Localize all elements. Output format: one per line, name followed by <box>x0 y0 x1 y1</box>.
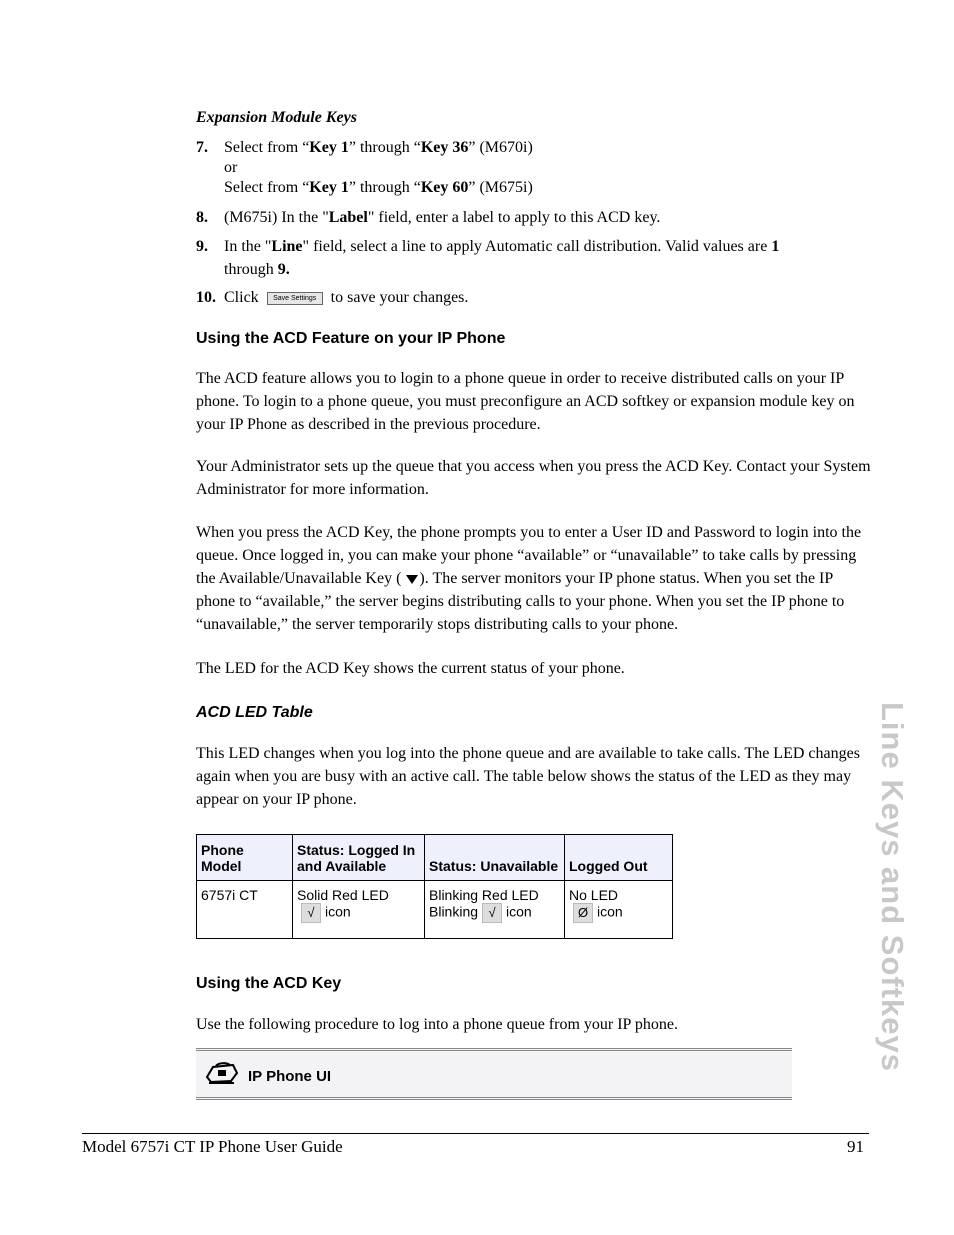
paragraph: This LED changes when you log into the phone queue and are available to take calls. The LED changes again when you are busy with an active call. The table below shows the status of the LED as they may appear on your IP phone. <box>196 745 860 808</box>
table-row <box>197 881 673 939</box>
led-off-icon: Ø <box>573 903 593 923</box>
paragraph: The ACD feature allows you to login to a phone queue in order to receive distributed calls on your IP phone. To login to a phone queue, you must preconfigure an ACD softkey or expansion module key on your IP Phone as described in the previous procedure. <box>196 370 855 433</box>
step-text <box>224 235 854 281</box>
step-number: 8. <box>196 209 208 226</box>
text: Select from “ <box>224 139 310 156</box>
text: Blinking <box>429 903 479 920</box>
text: (M675i) In the " <box>224 209 329 226</box>
text: In the " <box>224 238 272 255</box>
text-bold: Key 1 <box>309 179 349 196</box>
text: ” (M675i) <box>468 179 533 196</box>
table-cell-unavailable <box>425 881 565 939</box>
down-triangle-icon <box>405 573 419 585</box>
page-number: 91 <box>847 1137 864 1156</box>
text: icon <box>325 903 351 920</box>
side-tab-svg <box>870 700 910 1110</box>
text: ). The server monitors your IP phone status. When you set the IP phone to “available,” the server begins distributing calls to your phone. When you set the IP phone to “unavailable,” the server temporarily stops distributing calls to your phone. <box>196 570 845 633</box>
step-number: 10. <box>196 289 216 306</box>
text-bold: 9. <box>277 261 290 278</box>
table-cell-model: 6757i CT <box>197 881 293 939</box>
text: ” through “ <box>348 179 421 196</box>
table-header-cell: Logged Out <box>565 835 673 881</box>
heading-using-acd-key: Using the ACD Key <box>196 975 342 992</box>
text: " field, select a line to apply Automatic call distribution. Valid values are <box>302 238 772 255</box>
table-header-cell: Status: Logged In and Available <box>293 835 425 881</box>
step-number: 7. <box>196 139 208 156</box>
text-bold: Label <box>328 209 368 226</box>
paragraph: Use the following procedure to log into a phone queue from your IP phone. <box>196 1016 678 1033</box>
text: When you press the ACD Key, the phone prompts you to enter a User ID and Password to login into the queue. Once logged in, you can make your phone “available” or “unavailable” to take calls by pressing the Available/Unavailable Key ( <box>196 524 862 587</box>
text-bold: Key 1 <box>309 139 349 156</box>
text: Solid Red LED <box>297 887 389 903</box>
section-title: Expansion Module Keys <box>196 109 357 126</box>
text: icon <box>597 903 623 920</box>
paragraph: The LED for the ACD Key shows the current status of your phone. <box>196 660 625 677</box>
text: to save your changes. <box>330 289 469 306</box>
footer-divider <box>82 1133 869 1134</box>
led-blinking-icon: √ <box>482 903 502 923</box>
step-text-alt <box>224 176 864 199</box>
heading-acd-led-table: ACD LED Table <box>196 704 313 721</box>
text-bold: Line <box>271 238 303 255</box>
text: Select from “ <box>224 179 310 196</box>
text-bold: Key 36 <box>420 139 469 156</box>
banner-label: IP Phone UI <box>248 1068 332 1085</box>
table-cell-logged-out <box>565 881 673 939</box>
heading-using-acd-feature: Using the ACD Feature on your IP Phone <box>196 330 506 347</box>
table-header-cell: Phone Model <box>197 835 293 881</box>
text: ” through “ <box>348 139 421 156</box>
text: icon <box>506 903 532 920</box>
phone-icon <box>204 1061 240 1085</box>
acd-led-table <box>196 834 673 939</box>
text: No LED <box>569 887 619 903</box>
step-or: or <box>224 159 238 176</box>
text-bold: Key 60 <box>420 179 469 196</box>
step-text <box>224 206 864 229</box>
text: Blinking Red LED <box>429 887 539 903</box>
text: " field, enter a label to apply to this ACD key. <box>367 209 661 226</box>
table-header-cell: Status: Unavailable <box>425 835 565 881</box>
ip-phone-ui-banner <box>196 1048 792 1100</box>
step-text <box>224 286 864 309</box>
table-cell-available <box>293 881 425 939</box>
led-solid-icon: √ <box>301 903 321 923</box>
side-tab-label: Line Keys and Softkeys <box>875 702 910 1073</box>
paragraph: Your Administrator sets up the queue that you access when you press the ACD Key. Contact your System Administrator for more information. <box>196 458 871 498</box>
save-settings-button[interactable]: Save Settings <box>267 292 323 305</box>
step-number: 9. <box>196 238 208 255</box>
text: through <box>224 261 278 278</box>
text: ” (M670i) <box>468 139 533 156</box>
table-header-row <box>197 835 673 881</box>
side-tab <box>870 700 910 1110</box>
footer-title: Model 6757i CT IP Phone User Guide <box>82 1137 343 1156</box>
paragraph <box>196 521 872 636</box>
text-bold: 1 <box>771 238 780 255</box>
text: Click <box>224 289 259 306</box>
